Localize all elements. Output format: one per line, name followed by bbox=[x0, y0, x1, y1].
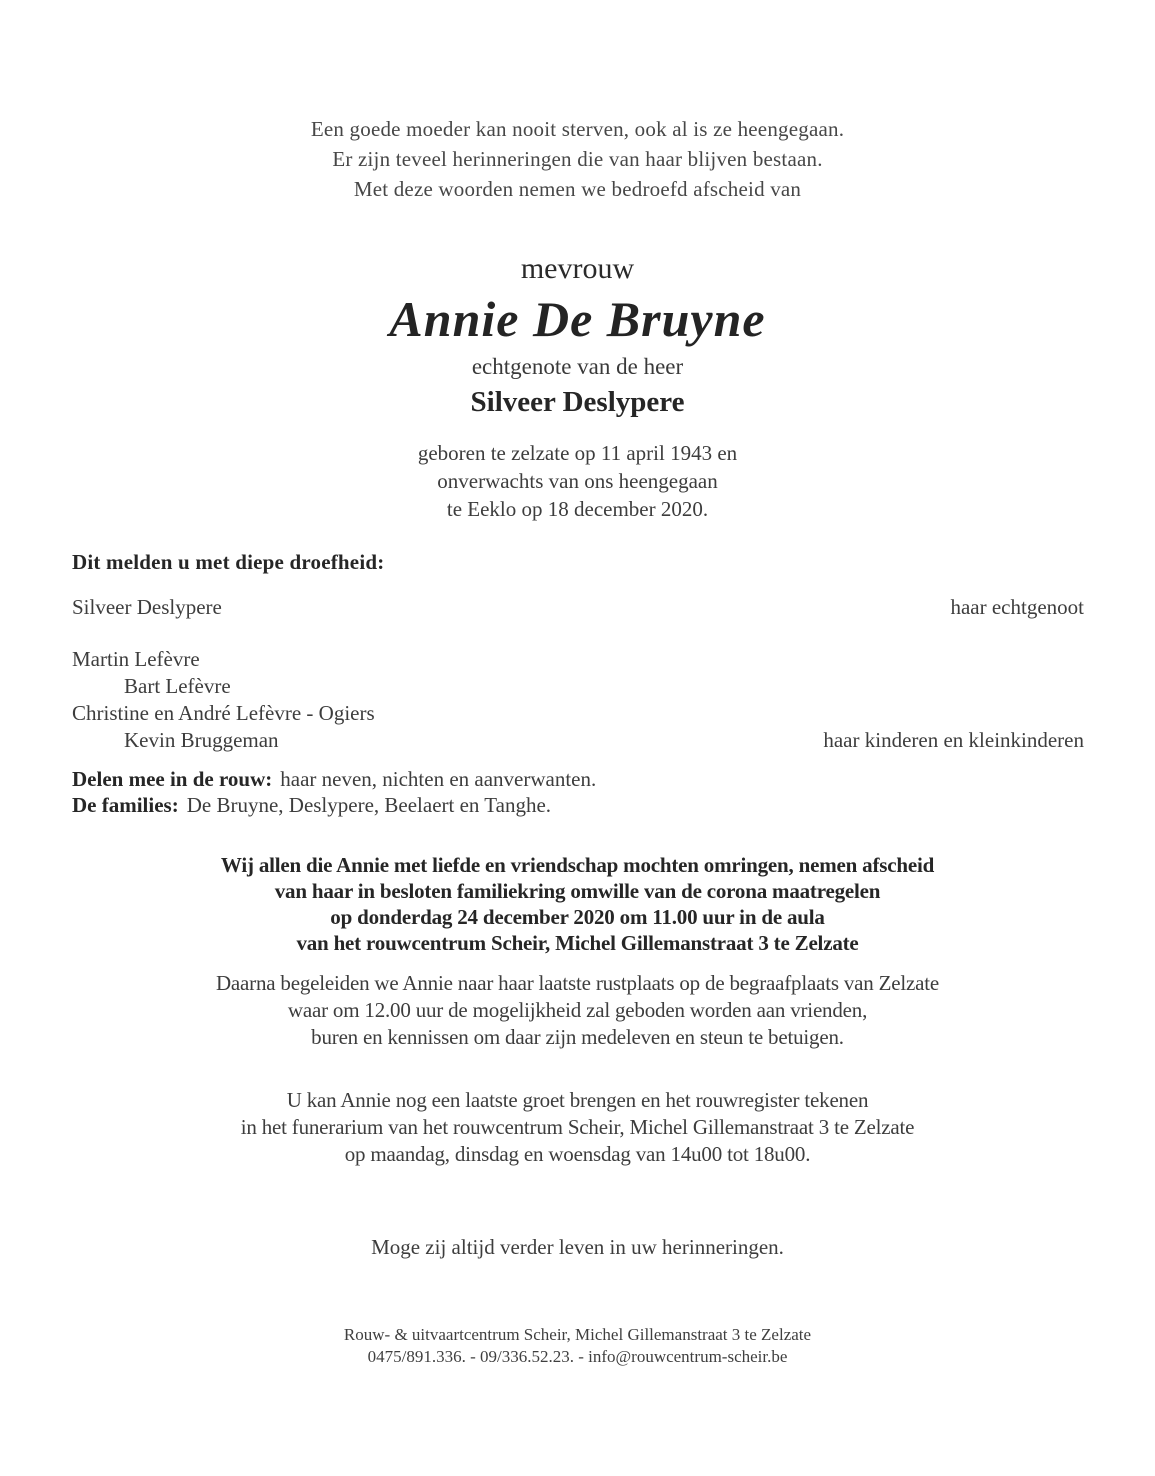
ceremony-line: Wij allen die Annie met liefde en vriendschap mochten omringen, nemen afscheid bbox=[220, 853, 935, 877]
salutation: mevrouw bbox=[520, 252, 635, 285]
mourning-text: De Bruyne, Deslypere, Beelaert en Tanghe. bbox=[186, 793, 552, 817]
life-dates-line: geboren te zelzate op 11 april 1943 en bbox=[417, 441, 738, 465]
family-row bbox=[72, 673, 1084, 700]
burial-paragraph bbox=[0, 970, 1155, 1051]
family-row-relation: haar kinderen en kleinkinderen bbox=[823, 728, 1084, 752]
spouse-name: Silveer Deslypere bbox=[470, 386, 685, 418]
footer-address-line: Rouw- & uitvaartcentrum Scheir, Michel Gillemanstraat 3 te Zelzate bbox=[343, 1325, 812, 1344]
spouse-row-relation: haar echtgenoot bbox=[950, 595, 1084, 619]
deceased-name: Annie De Bruyne bbox=[389, 291, 766, 347]
announcement-heading: Dit melden u met diepe droefheid: bbox=[72, 550, 385, 574]
register-line: in het funerarium van het rouwcentrum Scheir, Michel Gillemanstraat 3 te Zelzate bbox=[240, 1115, 915, 1139]
family-row bbox=[72, 646, 1084, 673]
spouse-row-name: Silveer Deslypere bbox=[72, 595, 222, 619]
footer-contact-line: 0475/891.336. - 09/336.52.23. - info@rouwcentrum-scheir.be bbox=[367, 1347, 788, 1366]
burial-line: Daarna begeleiden we Annie naar haar laatste rustplaats op de begraafplaats van Zelzate bbox=[215, 971, 940, 995]
verse-line: Er zijn teveel herinneringen die van haar blijven bestaan. bbox=[332, 147, 823, 171]
funeral-home-footer bbox=[0, 1324, 1155, 1368]
life-dates-line: onverwachts van ons heengegaan bbox=[437, 469, 718, 493]
verse-line: Een goede moeder kan nooit sterven, ook al is ze heengegaan. bbox=[310, 117, 845, 141]
burial-line: waar om 12.00 uur de mogelijkheid zal geboden worden aan vrienden, bbox=[287, 998, 868, 1022]
ceremony-line: van het rouwcentrum Scheir, Michel Gillemanstraat 3 te Zelzate bbox=[296, 931, 859, 955]
register-line: U kan Annie nog een laatste groet brengen en het rouwregister tekenen bbox=[286, 1088, 869, 1112]
opening-verse bbox=[0, 0, 1155, 204]
ceremony-line: van haar in besloten familiekring omwille van de corona maatregelen bbox=[274, 879, 881, 903]
family-row bbox=[72, 700, 1084, 727]
family-row bbox=[72, 727, 1084, 754]
family-member-name: Kevin Bruggeman bbox=[124, 728, 279, 752]
family-list bbox=[72, 646, 1084, 754]
verse-line: Met deze woorden nemen we bedroefd afscheid van bbox=[353, 177, 802, 201]
register-line: op maandag, dinsdag en woensdag van 14u00 tot 18u00. bbox=[344, 1142, 811, 1166]
ceremony-line: op donderdag 24 december 2020 om 11.00 uur in de aula bbox=[330, 905, 825, 929]
closing-line: Moge zij altijd verder leven in uw herinneringen. bbox=[371, 1235, 784, 1259]
announcement-section bbox=[72, 549, 1084, 818]
family-member-name: Bart Lefèvre bbox=[124, 674, 231, 698]
burial-line: buren en kennissen om daar zijn medeleven en steun te betuigen. bbox=[311, 1025, 844, 1049]
mourning-section bbox=[72, 766, 1084, 818]
ceremony-paragraph bbox=[0, 852, 1155, 956]
spouse-row bbox=[72, 594, 1084, 621]
mourning-line bbox=[72, 766, 1084, 792]
mourning-label: Delen mee in de rouw: bbox=[72, 767, 273, 791]
family-member-name: Martin Lefèvre bbox=[72, 647, 200, 671]
register-paragraph bbox=[0, 1087, 1155, 1168]
mourning-text: haar neven, nichten en aanverwanten. bbox=[280, 767, 597, 791]
life-dates-line: te Eeklo op 18 december 2020. bbox=[446, 497, 709, 521]
relation-line: echtgenote van de heer bbox=[471, 354, 684, 379]
life-dates bbox=[0, 439, 1155, 523]
mourning-line bbox=[72, 792, 1084, 818]
family-member-name: Christine en André Lefèvre - Ogiers bbox=[72, 701, 375, 725]
mourning-label: De families: bbox=[72, 793, 179, 817]
